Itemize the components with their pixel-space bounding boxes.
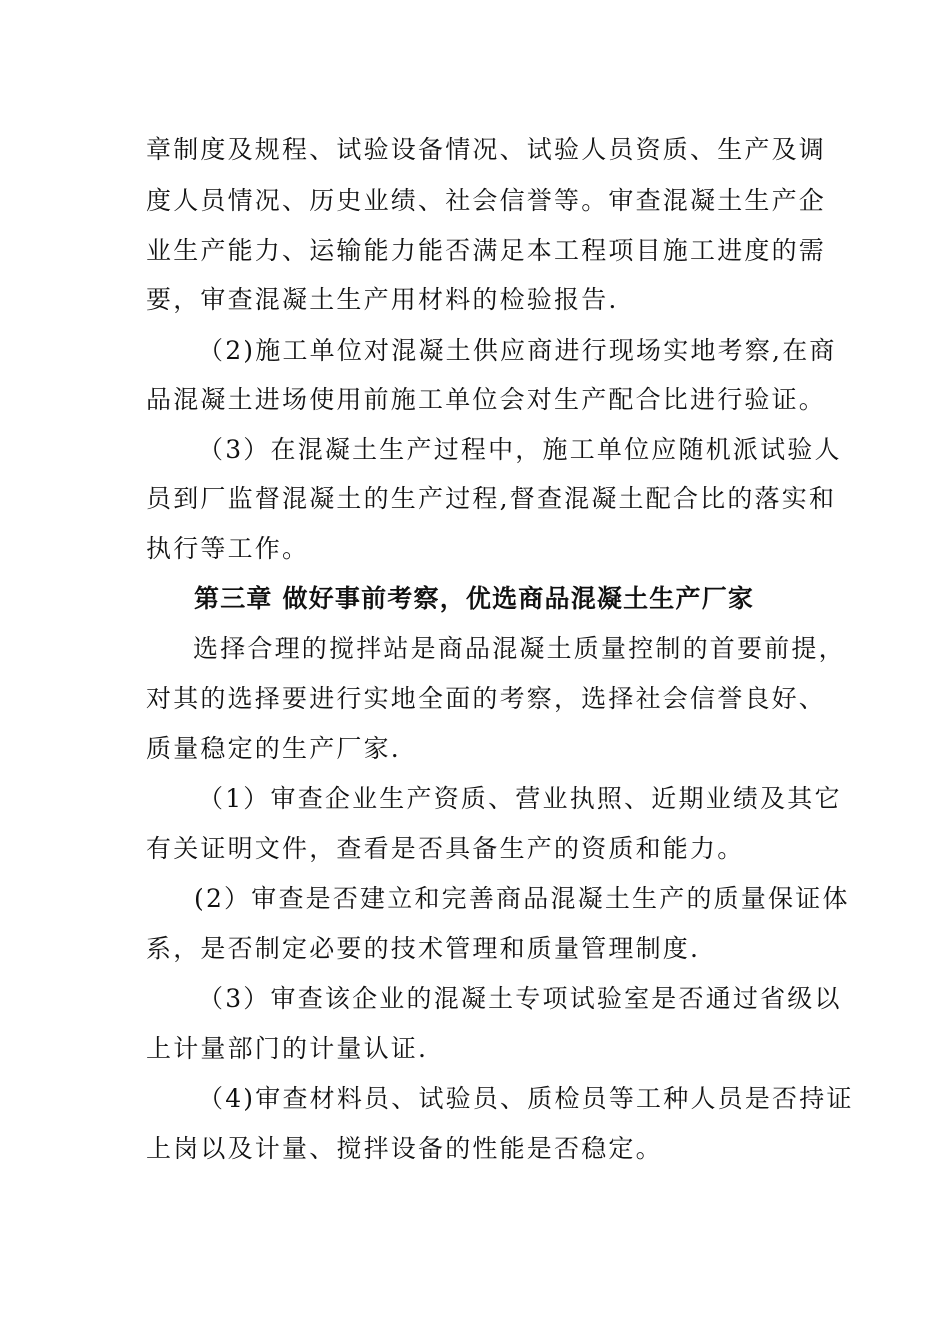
text-line: （1）审查企业生产资质、营业执照、近期业绩及其它 [198,784,842,813]
text-line: 度人员情况、历史业绩、社会信誉等。审查混凝土生产企 [146,186,827,215]
text-line: 业生产能力、运输能力能否满足本工程项目施工进度的需 [146,236,827,265]
text-line: 上岗以及计量、搅拌设备的性能是否稳定。 [146,1134,663,1163]
text-line: 选择合理的搅拌站是商品混凝土质量控制的首要前提， [193,634,846,663]
text-line: 系，是否制定必要的技术管理和质量管理制度. [146,934,701,963]
chapter-heading: 第三章 做好事前考察，优选商品混凝土生产厂家 [194,584,755,613]
text-line: 对其的选择要进行实地全面的考察，选择社会信誉良好、 [146,684,827,713]
text-line: 员到厂监督混凝土的生产过程,督查混凝土配合比的落实和 [146,484,837,513]
text-line: 有关证明文件，查看是否具备生产的资质和能力。 [146,834,745,863]
text-line: 要，审查混凝土生产用材料的检验报告. [146,285,619,314]
text-line: （3）在混凝土生产过程中，施工单位应随机派试验人 [198,435,842,464]
text-line: 质量稳定的生产厂家. [146,734,401,763]
text-line: （4)审查材料员、试验员、质检员等工种人员是否持证 [198,1084,854,1113]
text-line: 章制度及规程、试验设备情况、试验人员资质、生产及调 [146,135,827,164]
text-line: 执行等工作。 [146,534,310,563]
text-line: （3）审查该企业的混凝土专项试验室是否通过省级以 [198,984,842,1013]
text-line: 品混凝土进场使用前施工单位会对生产配合比进行验证。 [146,385,827,414]
text-line: (2）审查是否建立和完善商品混凝土生产的质量保证体 [194,884,850,913]
text-line: （2)施工单位对混凝土供应商进行现场实地考察,在商 [198,336,837,365]
text-line: 上计量部门的计量认证. [146,1034,429,1063]
